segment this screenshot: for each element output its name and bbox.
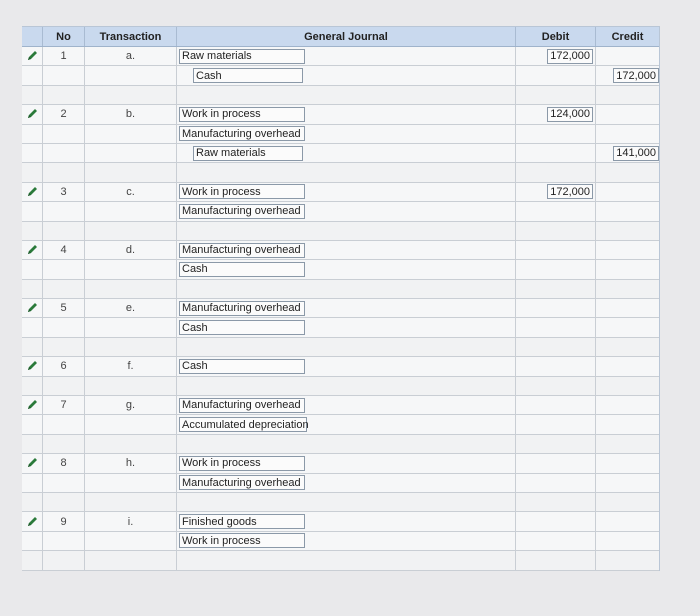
account-field[interactable]: Manufacturing overhead: [179, 126, 305, 141]
transaction-label: h.: [84, 454, 176, 472]
edit-cell: [22, 280, 42, 298]
entry-number: [42, 338, 84, 356]
account-cell: [176, 47, 515, 65]
edit-cell[interactable]: [22, 105, 42, 123]
account-field[interactable]: Work in process: [179, 184, 305, 199]
credit-cell[interactable]: [595, 396, 659, 414]
entry-number: [42, 202, 84, 220]
account-cell: [176, 222, 515, 240]
table-row: [22, 474, 659, 493]
edit-cell: [22, 222, 42, 240]
edit-cell: [22, 493, 42, 511]
debit-cell[interactable]: [515, 357, 595, 375]
transaction-label: c.: [84, 183, 176, 201]
transaction-label: [84, 532, 176, 550]
transaction-label: [84, 318, 176, 336]
debit-cell[interactable]: [515, 396, 595, 414]
credit-cell[interactable]: [595, 435, 659, 453]
edit-cell[interactable]: [22, 357, 42, 375]
debit-cell[interactable]: [515, 105, 595, 123]
edit-cell: [22, 551, 42, 569]
credit-field[interactable]: 141,000: [613, 146, 659, 161]
entry-number: 4: [42, 241, 84, 259]
table-row: [22, 47, 659, 66]
account-cell: [176, 532, 515, 550]
entry-number: 6: [42, 357, 84, 375]
debit-cell[interactable]: [515, 125, 595, 143]
account-cell: [176, 144, 515, 162]
entry-number: 1: [42, 47, 84, 65]
header-no: No: [42, 27, 84, 46]
account-cell: [176, 125, 515, 143]
account-cell: [176, 493, 515, 511]
transaction-label: d.: [84, 241, 176, 259]
pencil-edit-icon[interactable]: [25, 456, 39, 470]
account-field[interactable]: Manufacturing overhead: [179, 243, 305, 258]
entry-number: [42, 435, 84, 453]
entry-number: [42, 280, 84, 298]
entry-number: 2: [42, 105, 84, 123]
debit-cell[interactable]: [515, 47, 595, 65]
table-row: [22, 377, 659, 396]
table-row: [22, 299, 659, 318]
transaction-label: [84, 222, 176, 240]
entry-number: [42, 66, 84, 84]
table-row: [22, 183, 659, 202]
transaction-label: [84, 435, 176, 453]
debit-cell[interactable]: [515, 512, 595, 530]
table-row: [22, 357, 659, 376]
debit-field[interactable]: 124,000: [547, 107, 593, 122]
edit-cell[interactable]: [22, 47, 42, 65]
table-row: [22, 493, 659, 512]
debit-cell[interactable]: [515, 163, 595, 181]
account-cell: [176, 163, 515, 181]
edit-cell: [22, 318, 42, 336]
entry-number: 8: [42, 454, 84, 472]
table-row: [22, 435, 659, 454]
account-cell: [176, 318, 515, 336]
table-row: [22, 551, 659, 570]
credit-cell[interactable]: [595, 357, 659, 375]
header-general-journal: General Journal: [176, 27, 515, 46]
account-cell: [176, 66, 515, 84]
entry-number: [42, 377, 84, 395]
edit-cell: [22, 144, 42, 162]
table-row: [22, 144, 659, 163]
account-cell: [176, 357, 515, 375]
edit-cell[interactable]: [22, 299, 42, 317]
debit-cell[interactable]: [515, 532, 595, 550]
edit-cell: [22, 66, 42, 84]
account-cell: [176, 86, 515, 104]
account-cell: [176, 512, 515, 530]
credit-cell[interactable]: [595, 86, 659, 104]
pencil-edit-icon[interactable]: [25, 185, 39, 199]
header-transaction: Transaction: [84, 27, 176, 46]
account-cell: [176, 260, 515, 278]
table-row: [22, 105, 659, 124]
header-debit: Debit: [515, 27, 595, 46]
credit-cell[interactable]: [595, 47, 659, 65]
table-row: [22, 415, 659, 434]
account-cell: [176, 454, 515, 472]
transaction-label: b.: [84, 105, 176, 123]
account-cell: [176, 435, 515, 453]
entry-number: [42, 532, 84, 550]
edit-cell: [22, 532, 42, 550]
journal-table: [22, 26, 660, 571]
debit-cell[interactable]: [515, 415, 595, 433]
table-row: [22, 66, 659, 85]
account-field[interactable]: Manufacturing overhead: [179, 475, 305, 490]
table-row: [22, 260, 659, 279]
transaction-label: [84, 66, 176, 84]
debit-cell[interactable]: [515, 183, 595, 201]
credit-cell[interactable]: [595, 377, 659, 395]
account-cell: [176, 105, 515, 123]
transaction-label: [84, 125, 176, 143]
credit-cell[interactable]: [595, 163, 659, 181]
debit-cell[interactable]: [515, 222, 595, 240]
entry-number: [42, 551, 84, 569]
credit-cell[interactable]: [595, 493, 659, 511]
table-row: [22, 338, 659, 357]
account-cell: [176, 280, 515, 298]
debit-cell[interactable]: [515, 260, 595, 278]
debit-cell[interactable]: [515, 86, 595, 104]
header-credit: Credit: [595, 27, 659, 46]
transaction-label: g.: [84, 396, 176, 414]
pencil-edit-icon[interactable]: [25, 398, 39, 412]
edit-cell[interactable]: [22, 396, 42, 414]
edit-cell: [22, 474, 42, 492]
transaction-label: [84, 280, 176, 298]
credit-field[interactable]: 172,000: [613, 68, 659, 83]
pencil-edit-icon[interactable]: [25, 301, 39, 315]
debit-cell[interactable]: [515, 493, 595, 511]
credit-cell[interactable]: [595, 280, 659, 298]
entry-number: 3: [42, 183, 84, 201]
transaction-label: [84, 474, 176, 492]
credit-cell[interactable]: [595, 105, 659, 123]
account-field[interactable]: Finished goods: [179, 514, 305, 529]
transaction-label: [84, 86, 176, 104]
table-header: [22, 27, 659, 47]
credit-cell[interactable]: [595, 144, 659, 162]
transaction-label: [84, 551, 176, 569]
entry-number: [42, 415, 84, 433]
edit-cell: [22, 435, 42, 453]
edit-cell: [22, 163, 42, 181]
table-row: [22, 163, 659, 182]
edit-cell[interactable]: [22, 183, 42, 201]
credit-cell[interactable]: [595, 454, 659, 472]
edit-cell: [22, 202, 42, 220]
credit-cell[interactable]: [595, 318, 659, 336]
account-cell: [176, 377, 515, 395]
entry-number: [42, 222, 84, 240]
transaction-label: e.: [84, 299, 176, 317]
account-field[interactable]: Cash: [193, 68, 303, 83]
debit-cell[interactable]: [515, 202, 595, 220]
entry-number: [42, 474, 84, 492]
entry-number: [42, 493, 84, 511]
account-cell: [176, 202, 515, 220]
transaction-label: [84, 144, 176, 162]
account-field[interactable]: Cash: [179, 359, 305, 374]
transaction-label: [84, 493, 176, 511]
edit-cell: [22, 260, 42, 278]
credit-cell[interactable]: [595, 474, 659, 492]
table-row: [22, 241, 659, 260]
edit-cell: [22, 415, 42, 433]
transaction-label: [84, 415, 176, 433]
pencil-edit-icon[interactable]: [25, 49, 39, 63]
credit-cell[interactable]: [595, 551, 659, 569]
debit-cell[interactable]: [515, 318, 595, 336]
table-row: [22, 512, 659, 531]
transaction-label: i.: [84, 512, 176, 530]
account-field[interactable]: Cash: [179, 262, 305, 277]
edit-cell[interactable]: [22, 454, 42, 472]
transaction-label: a.: [84, 47, 176, 65]
debit-cell[interactable]: [515, 377, 595, 395]
account-cell: [176, 396, 515, 414]
account-field[interactable]: Manufacturing overhead: [179, 301, 305, 316]
entry-number: [42, 163, 84, 181]
credit-cell[interactable]: [595, 241, 659, 259]
account-cell: [176, 241, 515, 259]
table-row: [22, 280, 659, 299]
credit-cell[interactable]: [595, 415, 659, 433]
table-row: [22, 396, 659, 415]
debit-cell[interactable]: [515, 338, 595, 356]
edit-cell: [22, 338, 42, 356]
account-cell: [176, 299, 515, 317]
debit-cell[interactable]: [515, 144, 595, 162]
debit-cell[interactable]: [515, 299, 595, 317]
account-field[interactable]: Raw materials: [179, 49, 305, 64]
edit-cell[interactable]: [22, 512, 42, 530]
account-field[interactable]: Raw materials: [193, 146, 303, 161]
pencil-edit-icon[interactable]: [25, 359, 39, 373]
table-row: [22, 318, 659, 337]
account-cell: [176, 338, 515, 356]
pencil-edit-icon[interactable]: [25, 515, 39, 529]
entry-number: [42, 260, 84, 278]
credit-cell[interactable]: [595, 338, 659, 356]
edit-column-header: [22, 27, 42, 46]
table-row: [22, 86, 659, 105]
account-field[interactable]: Cash: [179, 320, 305, 335]
table-row: [22, 125, 659, 144]
account-cell: [176, 551, 515, 569]
entry-number: [42, 125, 84, 143]
transaction-label: f.: [84, 357, 176, 375]
credit-cell[interactable]: [595, 260, 659, 278]
credit-cell[interactable]: [595, 512, 659, 530]
debit-cell[interactable]: [515, 435, 595, 453]
account-cell: [176, 415, 515, 433]
table-row: [22, 454, 659, 473]
credit-cell[interactable]: [595, 66, 659, 84]
entry-number: [42, 318, 84, 336]
debit-cell[interactable]: [515, 241, 595, 259]
account-cell: [176, 474, 515, 492]
credit-cell[interactable]: [595, 532, 659, 550]
debit-cell[interactable]: [515, 474, 595, 492]
account-field[interactable]: Work in process: [179, 533, 305, 548]
credit-cell[interactable]: [595, 125, 659, 143]
entry-number: 5: [42, 299, 84, 317]
debit-field[interactable]: 172,000: [547, 49, 593, 64]
table-row: [22, 532, 659, 551]
entry-number: 9: [42, 512, 84, 530]
edit-cell: [22, 125, 42, 143]
entry-number: 7: [42, 396, 84, 414]
account-field[interactable]: Accumulated depreciation: [179, 417, 307, 432]
table-row: [22, 202, 659, 221]
entry-number: [42, 86, 84, 104]
debit-field[interactable]: 172,000: [547, 184, 593, 199]
table-row: [22, 222, 659, 241]
journal-rows: [22, 47, 659, 571]
debit-cell[interactable]: [515, 66, 595, 84]
transaction-label: [84, 163, 176, 181]
edit-cell: [22, 86, 42, 104]
debit-cell[interactable]: [515, 454, 595, 472]
account-field[interactable]: Manufacturing overhead: [179, 204, 305, 219]
transaction-label: [84, 260, 176, 278]
credit-cell[interactable]: [595, 222, 659, 240]
debit-cell[interactable]: [515, 551, 595, 569]
transaction-label: [84, 338, 176, 356]
account-field[interactable]: Manufacturing overhead: [179, 398, 305, 413]
pencil-edit-icon[interactable]: [25, 243, 39, 257]
edit-cell[interactable]: [22, 241, 42, 259]
credit-cell[interactable]: [595, 183, 659, 201]
transaction-label: [84, 202, 176, 220]
pencil-edit-icon[interactable]: [25, 107, 39, 121]
account-cell: [176, 183, 515, 201]
credit-cell[interactable]: [595, 202, 659, 220]
debit-cell[interactable]: [515, 280, 595, 298]
transaction-label: [84, 377, 176, 395]
entry-number: [42, 144, 84, 162]
account-field[interactable]: Work in process: [179, 456, 305, 471]
edit-cell: [22, 377, 42, 395]
credit-cell[interactable]: [595, 299, 659, 317]
account-field[interactable]: Work in process: [179, 107, 305, 122]
